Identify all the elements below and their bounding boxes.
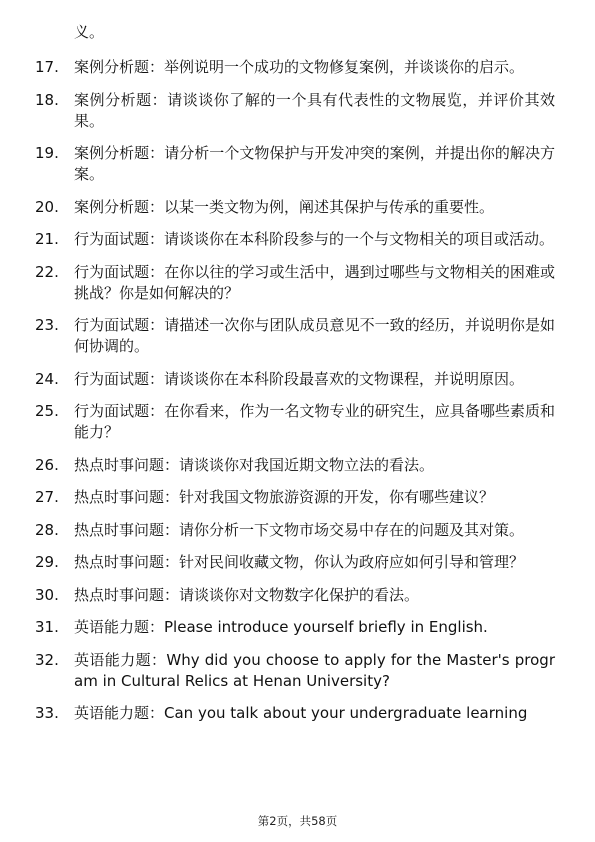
question-number: 19. xyxy=(35,144,59,162)
question-number: 30. xyxy=(35,585,59,604)
question-item xyxy=(0,315,595,357)
question-number: 20. xyxy=(35,197,59,216)
question-item xyxy=(0,703,595,724)
question-item xyxy=(0,229,595,250)
question-item xyxy=(0,143,595,185)
question-text: 热点时事问题：请谈谈你对我国近期文物立法的看法。 xyxy=(74,455,435,474)
continuation-text: 义。 xyxy=(74,23,105,41)
question-text: 行为面试题：在你看来，作为一名文物专业的研究生，应具备哪些素质和能力？ xyxy=(74,402,555,441)
question-item xyxy=(0,197,595,218)
question-text: 英语能力题：Why did you choose to apply for the Master's program in Cultural Relics at Henan University? xyxy=(74,650,555,690)
question-item xyxy=(0,552,595,573)
question-list xyxy=(0,57,595,736)
question-number: 31. xyxy=(35,618,59,636)
question-item xyxy=(0,57,595,78)
question-text: 行为面试题：请描述一次你与团队成员意见不一致的经历，并说明你是如何协调的。 xyxy=(74,316,555,355)
question-number: 23. xyxy=(35,316,59,334)
question-number: 29. xyxy=(35,553,59,571)
question-text: 热点时事问题：针对民间收藏文物，你认为政府应如何引导和管理？ xyxy=(74,553,525,571)
question-item xyxy=(0,90,595,132)
question-text: 行为面试题：在你以往的学习或生活中，遇到过哪些与文物相关的困难或挑战？你是如何解决的？ xyxy=(74,262,555,302)
question-number: 26. xyxy=(35,455,59,474)
question-number: 24. xyxy=(35,369,59,388)
question-text: 案例分析题：以某一类文物为例，阐述其保护与传承的重要性。 xyxy=(74,197,495,216)
question-text: 案例分析题：请谈谈你了解的一个具有代表性的文物展览，并评价其效果。 xyxy=(74,90,555,130)
question-text: 案例分析题：举例说明一个成功的文物修复案例，并谈谈你的启示。 xyxy=(74,58,525,76)
question-text: 行为面试题：请谈谈你在本科阶段最喜欢的文物课程，并说明原因。 xyxy=(74,369,525,388)
question-number: 33. xyxy=(35,704,59,722)
page-footer: 第2页，共58页 xyxy=(257,814,338,828)
question-text: 英语能力题：Can you talk about your undergraduate learning xyxy=(74,704,528,722)
question-number: 32. xyxy=(35,650,59,669)
question-number: 27. xyxy=(35,488,59,506)
question-number: 21. xyxy=(35,230,59,248)
question-item xyxy=(0,585,595,606)
question-item xyxy=(0,650,595,692)
question-number: 17. xyxy=(35,58,59,76)
question-number: 22. xyxy=(35,262,59,281)
question-text: 热点时事问题：请谈谈你对文物数字化保护的看法。 xyxy=(74,585,420,604)
question-item xyxy=(0,369,595,390)
question-text: 热点时事问题：请你分析一下文物市场交易中存在的问题及其对策。 xyxy=(74,520,525,539)
question-item xyxy=(0,262,595,304)
question-text: 案例分析题：请分析一个文物保护与开发冲突的案例，并提出你的解决方案。 xyxy=(74,144,555,183)
question-item xyxy=(0,455,595,476)
question-number: 28. xyxy=(35,520,59,539)
question-text: 行为面试题：请谈谈你在本科阶段参与的一个与文物相关的项目或活动。 xyxy=(74,230,555,248)
question-item xyxy=(0,617,595,638)
question-text: 英语能力题：Please introduce yourself briefly in English. xyxy=(74,618,488,636)
question-item xyxy=(0,401,595,443)
question-item xyxy=(0,487,595,508)
question-text: 热点时事问题：针对我国文物旅游资源的开发，你有哪些建议？ xyxy=(74,488,495,506)
question-number: 25. xyxy=(35,402,59,420)
question-number: 18. xyxy=(35,90,59,109)
question-item xyxy=(0,520,595,541)
